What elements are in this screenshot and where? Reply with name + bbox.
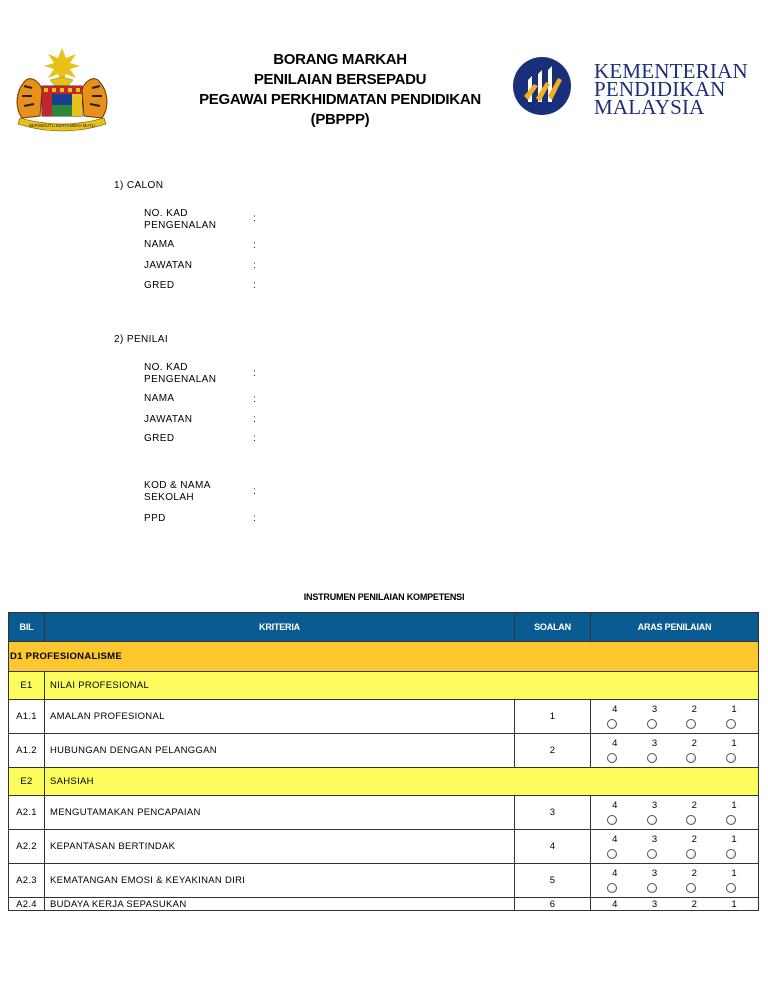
rating-label: 4 <box>612 834 618 845</box>
rating-radio-2[interactable] <box>686 815 696 825</box>
assessment-table <box>8 612 759 911</box>
rating-radio-1[interactable] <box>726 815 736 825</box>
question-number: 4 <box>515 830 591 864</box>
criteria-code: A1.1 <box>9 700 45 734</box>
rating-label: 4 <box>612 898 618 910</box>
rating-cell <box>591 830 759 864</box>
rating-label: 4 <box>612 868 618 879</box>
rating-cell <box>591 700 759 734</box>
malaysia-coat-of-arms-logo <box>10 46 114 134</box>
domain-label: D1 PROFESIONALISME <box>9 642 759 672</box>
kpm-logo <box>512 56 572 116</box>
calon-nama-label: NAMA <box>144 239 175 250</box>
penilai-ic-colon: : <box>253 368 256 379</box>
rating-label: 1 <box>731 800 737 811</box>
table-row <box>9 734 759 768</box>
penilai-jawatan-label: JAWATAN <box>144 414 193 425</box>
criteria-name: HUBUNGAN DENGAN PELANGGAN <box>45 734 515 768</box>
rating-radio-2[interactable] <box>686 883 696 893</box>
rating-radio-1[interactable] <box>726 849 736 859</box>
rating-radio-1[interactable] <box>726 719 736 729</box>
penilai-sekolah-colon: : <box>253 486 256 497</box>
element-name: SAHSIAH <box>45 768 759 796</box>
form-title <box>180 50 500 130</box>
rating-label: 2 <box>691 704 698 715</box>
rating-radio-4[interactable] <box>607 815 617 825</box>
rating-label: 2 <box>691 868 698 879</box>
header-soalan: SOALAN <box>515 613 591 642</box>
header-aras: ARAS PENILAIAN <box>591 613 759 642</box>
kpm-line-2: PENDIDIKAN <box>594 77 726 101</box>
criteria-name: AMALAN PROFESIONAL <box>45 700 515 734</box>
rating-label: 1 <box>731 704 737 715</box>
rating-label: 2 <box>691 898 698 910</box>
rating-label: 1 <box>731 898 737 910</box>
calon-jawatan-colon: : <box>253 260 256 271</box>
title-line-2: PENILAIAN BERSEPADU <box>253 71 427 88</box>
criteria-name: BUDAYA KERJA SEPASUKAN <box>45 898 515 911</box>
rating-radio-4[interactable] <box>607 883 617 893</box>
calon-section-label: 1) CALON <box>114 180 164 191</box>
table-row <box>9 796 759 830</box>
rating-label: 1 <box>731 868 737 879</box>
crest-motto: BERSEKUTU BERTAMBAH MUTU <box>29 123 95 128</box>
kpm-line-3: MALAYSIA <box>594 95 705 119</box>
title-line-4: (PBPPP) <box>310 111 370 128</box>
calon-jawatan-label: JAWATAN <box>144 260 193 271</box>
title-line-1: BORANG MARKAH <box>273 51 407 68</box>
calon-ic-colon: : <box>253 213 256 224</box>
rating-label: 4 <box>612 738 618 749</box>
table-header-row <box>9 613 759 642</box>
rating-label: 1 <box>731 738 737 749</box>
rating-label: 3 <box>651 800 658 811</box>
rating-radio-3[interactable] <box>647 719 657 729</box>
penilai-sekolah-label: KOD & NAMA SEKOLAH <box>144 480 211 503</box>
calon-gred-label: GRED <box>144 280 175 291</box>
table-row <box>9 898 759 911</box>
rating-radio-2[interactable] <box>686 849 696 859</box>
element-row-e2 <box>9 768 759 796</box>
element-code: E2 <box>9 768 45 796</box>
question-number: 6 <box>515 898 591 911</box>
calon-ic-label: NO. KAD PENGENALAN <box>144 208 217 231</box>
rating-label: 2 <box>691 834 698 845</box>
question-number: 2 <box>515 734 591 768</box>
rating-label: 2 <box>691 800 698 811</box>
kpm-line-1: KEMENTERIAN <box>594 59 748 83</box>
header-kriteria: KRITERIA <box>45 613 515 642</box>
rating-radio-1[interactable] <box>726 753 736 763</box>
calon-nama-colon: : <box>253 240 256 251</box>
rating-radio-4[interactable] <box>607 719 617 729</box>
penilai-nama-colon: : <box>253 394 256 405</box>
table-row <box>9 700 759 734</box>
rating-cell <box>591 898 759 911</box>
penilai-gred-label: GRED <box>144 433 175 444</box>
instrument-title: INSTRUMEN PENILAIAN KOMPETENSI <box>303 592 465 602</box>
rating-cell <box>591 734 759 768</box>
element-code: E1 <box>9 672 45 700</box>
header-bil: BIL <box>9 613 45 642</box>
rating-label: 3 <box>651 834 658 845</box>
element-row-e1 <box>9 672 759 700</box>
criteria-name: KEPANTASAN BERTINDAK <box>45 830 515 864</box>
question-number: 1 <box>515 700 591 734</box>
title-line-3: PEGAWAI PERKHIDMATAN PENDIDIKAN <box>199 91 481 108</box>
rating-radio-2[interactable] <box>686 753 696 763</box>
penilai-gred-colon: : <box>253 433 256 444</box>
rating-radio-3[interactable] <box>647 883 657 893</box>
rating-radio-4[interactable] <box>607 753 617 763</box>
kpm-wordmark <box>594 59 748 119</box>
criteria-code: A2.1 <box>9 796 45 830</box>
rating-label: 1 <box>731 834 737 845</box>
question-number: 5 <box>515 864 591 898</box>
penilai-section-label: 2) PENILAI <box>114 334 169 345</box>
penilai-nama-label: NAMA <box>144 393 175 404</box>
penilai-jawatan-colon: : <box>253 414 256 425</box>
rating-label: 2 <box>691 738 698 749</box>
criteria-code: A1.2 <box>9 734 45 768</box>
rating-radio-1[interactable] <box>726 883 736 893</box>
penilai-ic-label: NO. KAD PENGENALAN <box>144 362 217 385</box>
rating-cell <box>591 796 759 830</box>
rating-radio-3[interactable] <box>647 849 657 859</box>
rating-label: 3 <box>651 704 658 715</box>
criteria-code: A2.4 <box>9 898 45 911</box>
rating-label: 4 <box>612 800 618 811</box>
rating-radio-4[interactable] <box>607 849 617 859</box>
rating-label: 4 <box>612 704 618 715</box>
criteria-code: A2.2 <box>9 830 45 864</box>
rating-radio-3[interactable] <box>647 753 657 763</box>
table-row <box>9 830 759 864</box>
calon-gred-colon: : <box>253 280 256 291</box>
criteria-name: MENGUTAMAKAN PENCAPAIAN <box>45 796 515 830</box>
question-number: 3 <box>515 796 591 830</box>
criteria-code: A2.3 <box>9 864 45 898</box>
rating-cell <box>591 864 759 898</box>
rating-label: 3 <box>651 738 658 749</box>
penilai-ppd-colon: : <box>253 513 256 524</box>
rating-radio-2[interactable] <box>686 719 696 729</box>
table-row <box>9 864 759 898</box>
domain-row <box>9 642 759 672</box>
element-name: NILAI PROFESIONAL <box>45 672 759 700</box>
criteria-name: KEMATANGAN EMOSI & KEYAKINAN DIRI <box>45 864 515 898</box>
penilai-ppd-label: PPD <box>144 513 166 524</box>
rating-label: 3 <box>651 898 658 910</box>
rating-label: 3 <box>651 868 658 879</box>
rating-radio-3[interactable] <box>647 815 657 825</box>
